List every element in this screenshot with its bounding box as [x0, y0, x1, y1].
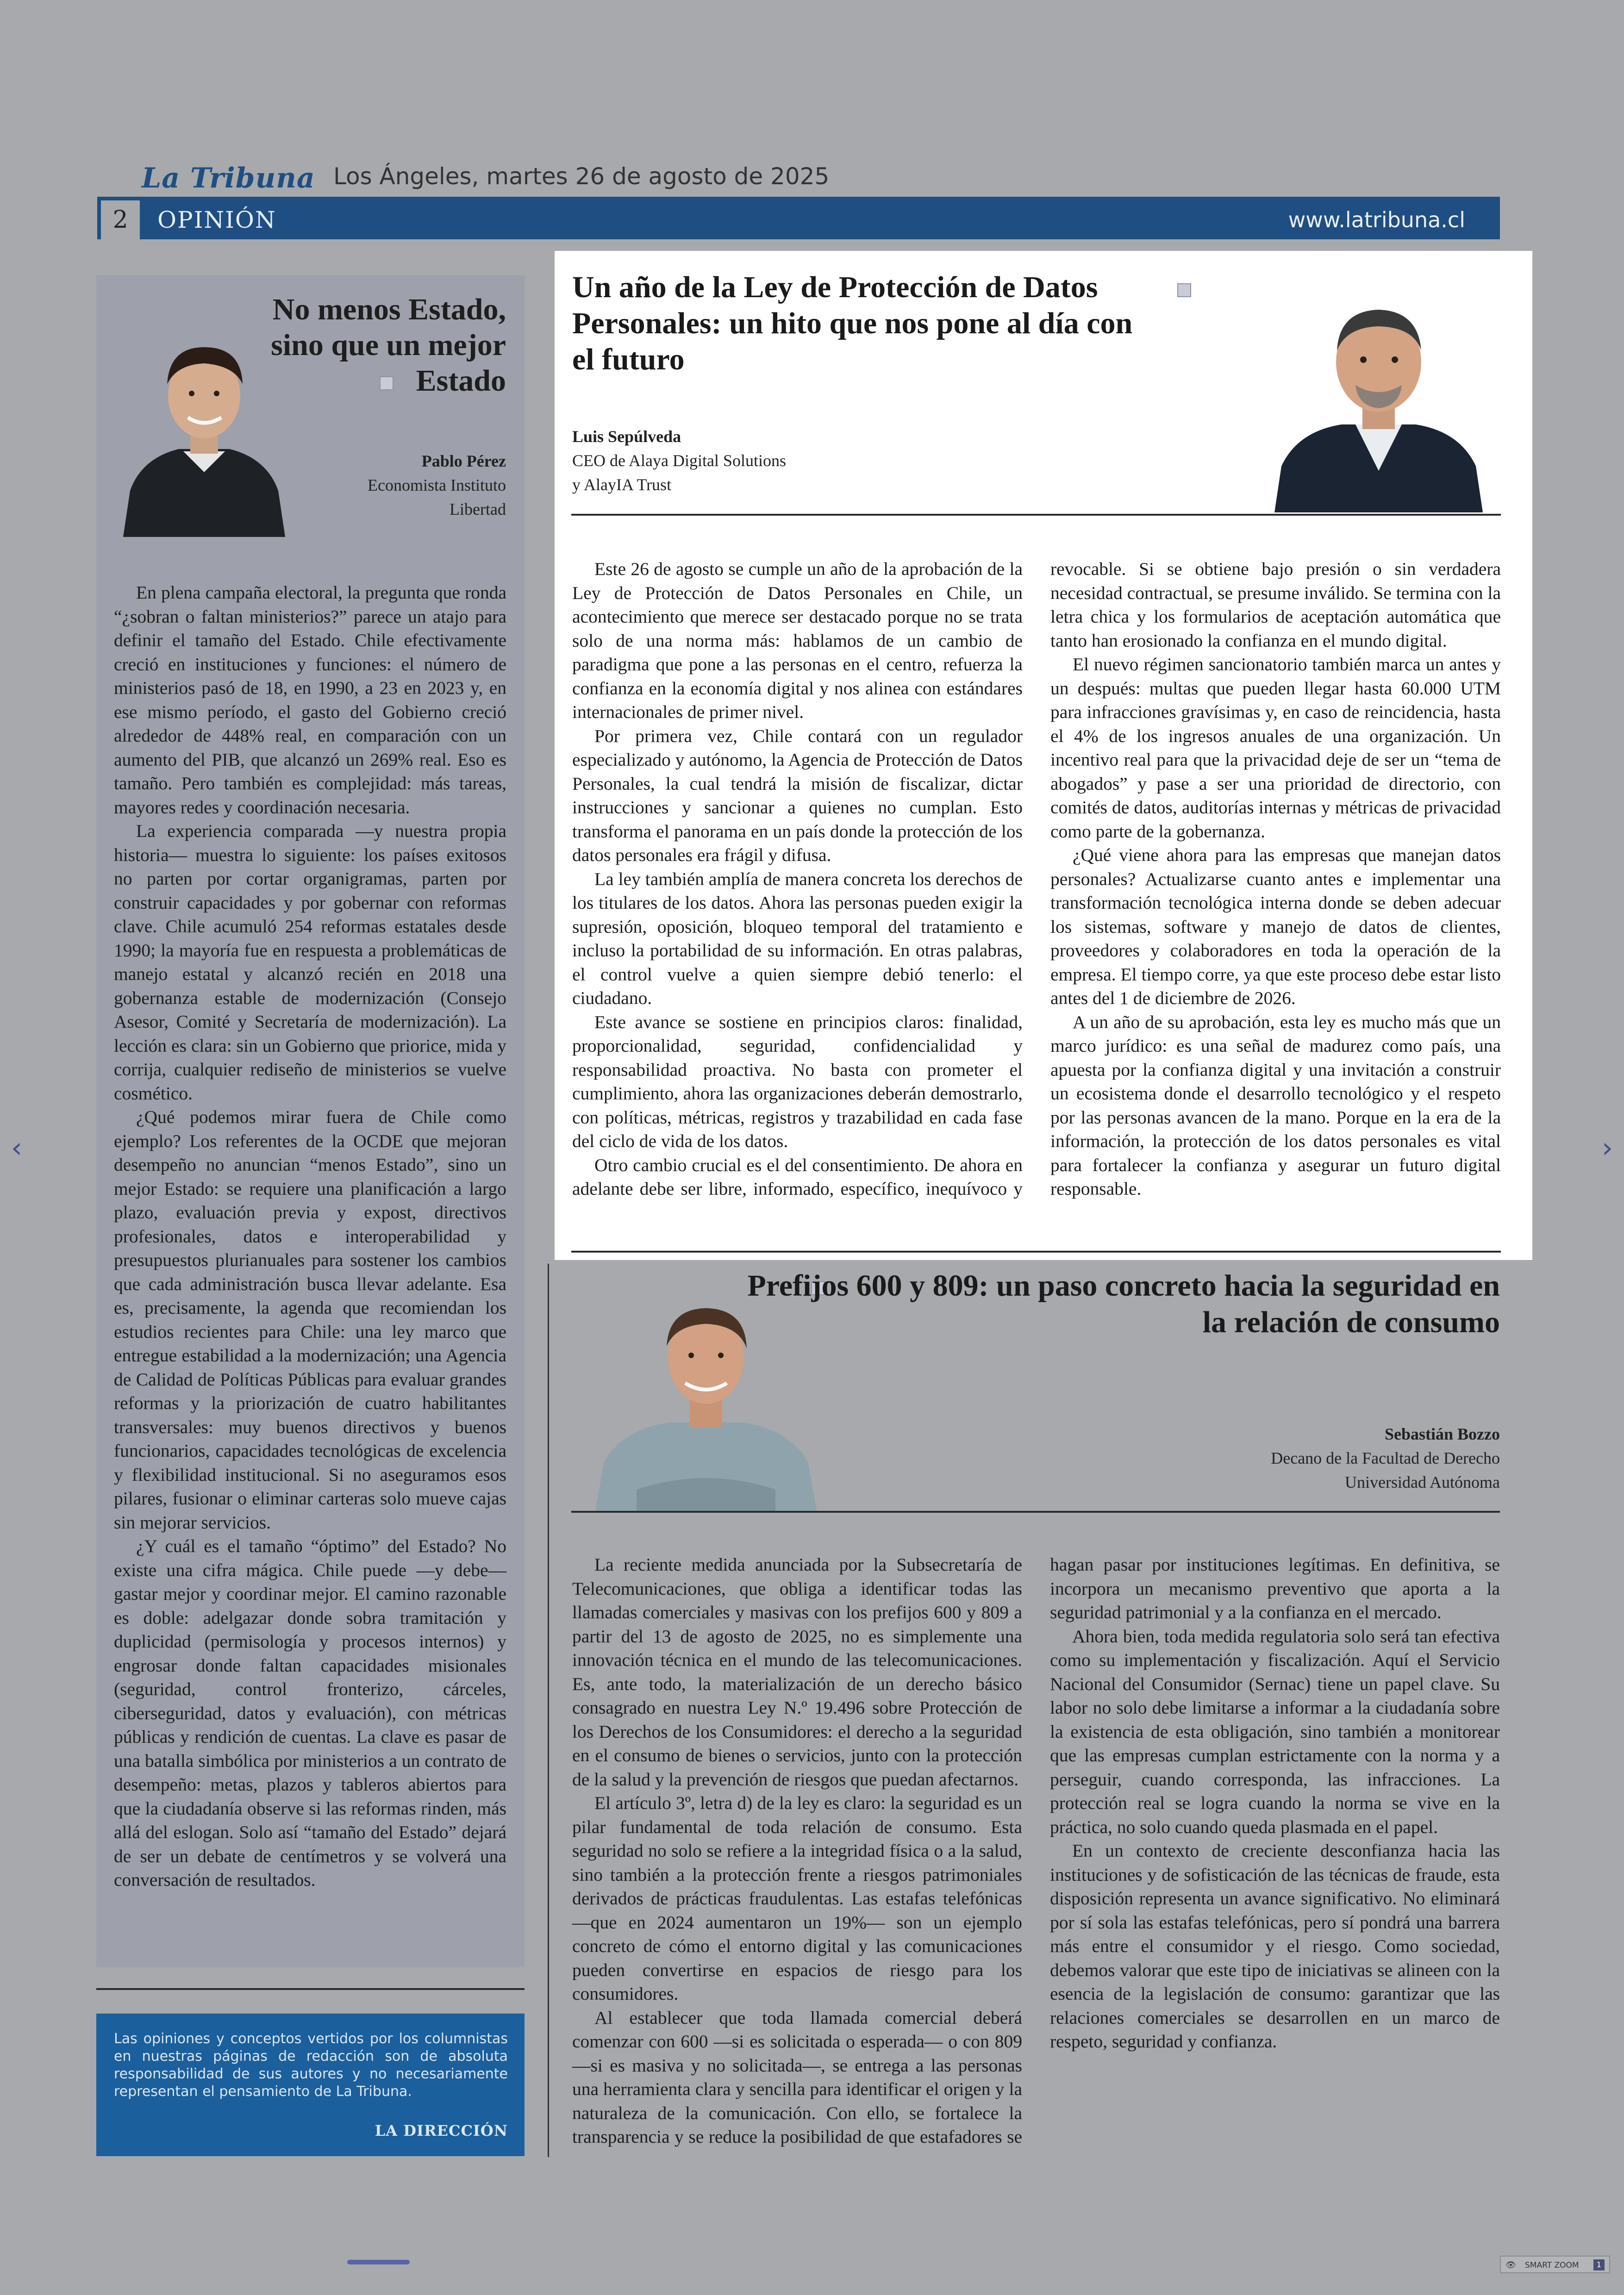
- left-article-title: No menos Estado, sino que un mejor Estado: [271, 293, 506, 398]
- left-article-body: [114, 581, 506, 1892]
- bottom-article-title: Prefijos 600 y 809: un paso concreto hacia la seguridad en la relación de consumo: [747, 1269, 1500, 1340]
- paragraph: ¿Qué podemos mirar fuera de Chile como ejemplo? Los referentes de la OCDE que mejoran desempeño no anuncian “menos Estado”, sino un mejor Estado: se requiere una planificación a largo plazo, evaluación previa y expost, directivos profesionales, datos e interoperabilidad y presupuestos plurianuales para sostener los cambios que cada administración busca llevar adelante. Esa es, precisamente, la agenda que recomiendan los estudios recientes para Chile: una ley marco que entregue estabilidad a la modernización; una Agencia de Calidad de Políticas Públicas para evaluar grandes reformas y la priorización de cuatro habilitantes transversales: muy buenos directivos y buenos funcionarios, capacidades tecnológicas de excelencia y flexibilidad institucional. Si no aseguramos esos pilares, fusionar o eliminar carteras solo mueve cajas sin mejorar servicios.: [114, 1107, 506, 1533]
- paragraph: En un contexto de creciente desconfianza hacia las instituciones y de sofisticación de las técnicas de fraude, esta disposición representa un avance significativo. No eliminará por sí sola las estafas telefónicas, pero sí pondrá una barrera más entre el consumidor y el riesgo. Como sociedad, debemos valorar que este tipo de iniciativas se alineen con la esencia de la legislación de consumo: garantizar que las relaciones comerciales se desarrollen en un marco de respeto, seguridad y confianza.: [1050, 1840, 1500, 2052]
- author-name: Pablo Pérez: [421, 452, 506, 470]
- paragraph: El artículo 3º, letra d) de la ley es claro: la seguridad es un pilar fundamental de toda relación de consumo. Esta seguridad no solo se refiere a la integridad física o a la salud, sino también a la protección frente a riesgos patrimoniales derivados de prácticas fraudulentas. Las estafas telefónicas —que en 2024 aumentaron un 19%— son un ejemplo concreto de cómo el entorno digital y las comunicaciones pueden convertirse en espacios de riesgo para los consumidores.: [572, 1793, 1022, 2004]
- top-article-byline: [572, 424, 786, 497]
- paragraph: ¿Y cuál es el tamaño “óptimo” del Estado? No existe una cifra mágica. Chile puede —y debe— gastar mejor y coordinar mejor. El camino razonable es doble: adelgazar donde sobra tramitación y duplicidad (permisología y procesos internos) y engrosar donde faltan capacidades misionales (seguridad, control fronterizo, cárceles, ciberseguridad, datos y evaluación), con métricas públicas y rendición de cuentas. La clave es pasar de una batalla simbólica por ministerios a un contrato de desempeño: metas, plazos y tableros abiertos para que la ciudadanía observe si las reformas rinden, más allá del eslogan. Solo así “tamaño del Estado” dejará de ser un debate de centímetros y se volverá una conversación de resultados.: [114, 1536, 506, 1890]
- top-article-title: Un año de la Ley de Protección de Datos Personales: un hito que nos pone al día con el futuro: [572, 270, 1133, 376]
- disclaimer-signature: LA DIRECCIÓN: [375, 2122, 508, 2139]
- paragraph: En plena campaña electoral, la pregunta que ronda “¿sobran o faltan ministerios?” parece un atajo para definir el tamaño del Estado. Chile efectivamente creció en instituciones y funciones: el número de ministerios pasó de 18, en 1990, a 23 en 2023 y, en ese mismo período, el gasto del Gobierno creció alrededor de 448% real, en comparación con un aumento del PIB, que alcanzó un 269% real. Eso es tamaño. Pero también es complejidad: más tareas, mayores redes y coordinación necesaria.: [114, 582, 506, 817]
- date-line: Los Ángeles, martes 26 de agosto de 2025: [333, 163, 830, 190]
- author-photo-luis-sepulveda: [1261, 272, 1497, 512]
- website-url: www.latribuna.cl: [1288, 207, 1465, 232]
- paragraph: Ahora bien, toda medida regulatoria solo será tan efectiva como su implementación y fiscalización. Aquí el Servicio Nacional del Consumidor (Sernac) tiene un papel clave. Su labor no solo debe limitarse a informar a la ciudadanía sobre la existencia de esta obligación, sino también a monitorear que las empresas cumplan estrictamente con la norma y a perseguir, cuando corresponda, las infracciones. La protección real se logra cuando la norma se vive en la práctica, no solo cuando queda plasmada en el papel.: [1050, 1626, 1500, 1837]
- page-scroll-indicator[interactable]: [347, 2260, 410, 2264]
- newspaper-logo: La Tribuna: [142, 162, 315, 194]
- divider: [96, 1988, 525, 1990]
- paragraph: A un año de su aprobación, esta ley es mucho más que un marco jurídico: es una señal de madurez como país, una apuesta por la confianza digital y una invitación a construir un ecosistema donde el desarrollo tecnológico y el respeto por las personas avancen de la mano. Porque en la era de la información, la protección de los datos personales es vital para fortalecer la confianza y asegurar un futuro digital responsable.: [1050, 1011, 1501, 1199]
- paragraph: ¿Qué viene ahora para las empresas que manejan datos personales? Actualizarse cuanto antes e implementar una transformación tecnológica interna donde se deben adecuar los sistemas, software y manejo de datos de clientes, proveedores y colaboradores en toda la operación de la empresa. El tiempo corre, ya que este proceso debe estar listo antes del 1 de diciembre de 2026.: [1050, 845, 1501, 1008]
- paragraph: Este 26 de agosto se cumple un año de la aprobación de la Ley de Protección de Datos Personales en Chile, un acontecimiento que merece ser destacado porque no se trata solo de una norma más: hablamos de un cambio de paradigma que pone a las personas en el centro, refuerza la confianza en la economía digital y nos alinea con estándares internacionales de primer nivel.: [572, 559, 1023, 722]
- paragraph: El nuevo régimen sancionatorio también marca un antes y un después: multas que pueden llegar hasta 60.000 UTM para infracciones gravísimas y, en caso de reincidencia, hasta el 4% de los ingresos anuales de una organización. Un incentivo real para que la privacidad deje de ser un “tema de abogados” y pase a ser una prioridad de directorio, con comités de datos, auditorías internas y métricas de privacidad como parte de la gobernanza.: [1050, 654, 1501, 842]
- author-role: Universidad Autónoma: [1345, 1473, 1500, 1492]
- paragraph: Este avance se sostiene en principios claros: finalidad, proporcionalidad, seguridad, confidencialidad y responsabilidad proactiva. No basta con prometer el cumplimiento, ahora las organizaciones deberán demostrarlo, con políticas, métricas, registros y trazabilidad en cada fase del ciclo de vida de los datos.: [572, 1011, 1023, 1151]
- editorial-disclaimer: [96, 2014, 525, 2156]
- paragraph: Otro cambio crucial es el del consentimiento. De ahora en adelante debe ser libre, informado, específico, inequívoco y revocable. Si se obtiene bajo presión o sin verdadera necesidad contractual, se presume inválido. Se termina con la letra chica y los formularios de aceptación automática que tanto han erosionado la confianza en el mundo digital.: [572, 559, 1501, 1199]
- paragraph: Por primera vez, Chile contará con un regulador especializado y autónomo, la Agencia de Protección de Datos Personales, la cual tendrá la misión de fiscalizar, dictar instrucciones y sancionar a quienes no cumplan. Esto transforma el panorama en un país donde la protección de los datos personales era frágil y difusa.: [572, 725, 1023, 865]
- eye-icon: 👁: [1505, 2260, 1516, 2270]
- image-placeholder-icon: [1177, 283, 1191, 297]
- bottom-article-byline: [1148, 1422, 1500, 1495]
- column-divider: [548, 1264, 549, 2157]
- page-number: 2: [97, 200, 140, 239]
- left-opinion-column: [96, 275, 525, 1967]
- chevron-right-icon[interactable]: ›: [1602, 1132, 1613, 1164]
- divider: [571, 1511, 1500, 1513]
- author-name: Luis Sepúlveda: [572, 427, 681, 446]
- section-bar: [97, 197, 1500, 239]
- author-role: CEO de Alaya Digital Solutions: [572, 451, 786, 470]
- chevron-left-icon[interactable]: ‹: [11, 1132, 22, 1164]
- divider: [571, 1251, 1501, 1253]
- top-article-body: [572, 557, 1501, 1212]
- image-placeholder-icon: [380, 376, 394, 390]
- author-role: y AlayIA Trust: [572, 475, 672, 494]
- paragraph: La experiencia comparada —y nuestra propia historia— muestra lo siguiente: los países exitosos no parten por cortar organigramas, parten por construir capacidades y por gobernar con reformas clave. Chile acumuló 254 reformas estatales desde 1990; la mayoría fue en respuesta a problemáticas de manejo estatal y alcanzó recién en 2018 una gobernanza estable de modernización (Consejo Asesor, Comité y Secretaría de modernización). La lección es clara: sin un Gobierno que priorice, mida y corrija, cualquier rediseño de ministerios se vuelve cosmético.: [114, 821, 506, 1104]
- paragraph: Al establecer que toda llamada comercial deberá comenzar con 600 —si es solicitada o esperada— o con 809 —si es masiva y no solicitada—, se entrega a las personas una herramienta clara y sencilla para identificar el origen y la naturaleza de la comunicación. Con ello, se fortalece la transparencia y se reduce la posibilidad de que estafadores se hagan pasar por instituciones legítimas. En definitiva, se incorpora un mecanismo preventivo que aporta a la seguridad patrimonial y a la confianza en el mercado.: [572, 1554, 1500, 2147]
- smart-zoom-label: SMART ZOOM: [1525, 2261, 1579, 2270]
- section-title: OPINIÓN: [157, 206, 276, 233]
- paragraph: La reciente medida anunciada por la Subsecretaría de Telecomunicaciones, que obliga a identificar todas las llamadas comerciales y masivas con los prefijos 600 y 809 a partir del 13 de agosto de 2025, no es simplemente una innovación técnica en el mundo de las telecomunicaciones. Es, ante todo, la materialización de un derecho básico consagrado en nuestra Ley N.º 19.496 sobre Protección de los Derechos de los Consumidores: el derecho a la seguridad en el consumo de bienes o servicios, junto con la protección de la salud y la prevención de riesgos que puedan afectarnos.: [572, 1554, 1022, 1790]
- divider: [571, 514, 1501, 516]
- author-role: Economista Instituto: [368, 476, 506, 495]
- smart-zoom-button[interactable]: [1500, 2256, 1610, 2273]
- author-role: Decano de la Facultad de Derecho: [1271, 1449, 1500, 1468]
- disclaimer-text: Las opiniones y conceptos vertidos por los columnistas en nuestras páginas de redacción son de absoluta responsabilidad de sus autores y no necesariamente representan el pensamiento de La Tribuna.: [114, 2031, 508, 2100]
- page-badge: 1: [1593, 2259, 1605, 2270]
- author-name: Sebastián Bozzo: [1384, 1425, 1500, 1443]
- bottom-article-body: [572, 1553, 1500, 2164]
- author-role: Libertad: [450, 500, 506, 519]
- left-article-byline: [368, 449, 506, 522]
- top-opinion-article: [555, 251, 1532, 1260]
- paragraph: La ley también amplía de manera concreta los derechos de los titulares de los datos. Ahora las personas pueden exigir la supresión, oposición, bloqueo temporal del tratamiento e incluso la portabilidad de su información. En otras palabras, el control vuelve a quien siempre debió tenerlo: el ciudadano.: [572, 868, 1023, 1008]
